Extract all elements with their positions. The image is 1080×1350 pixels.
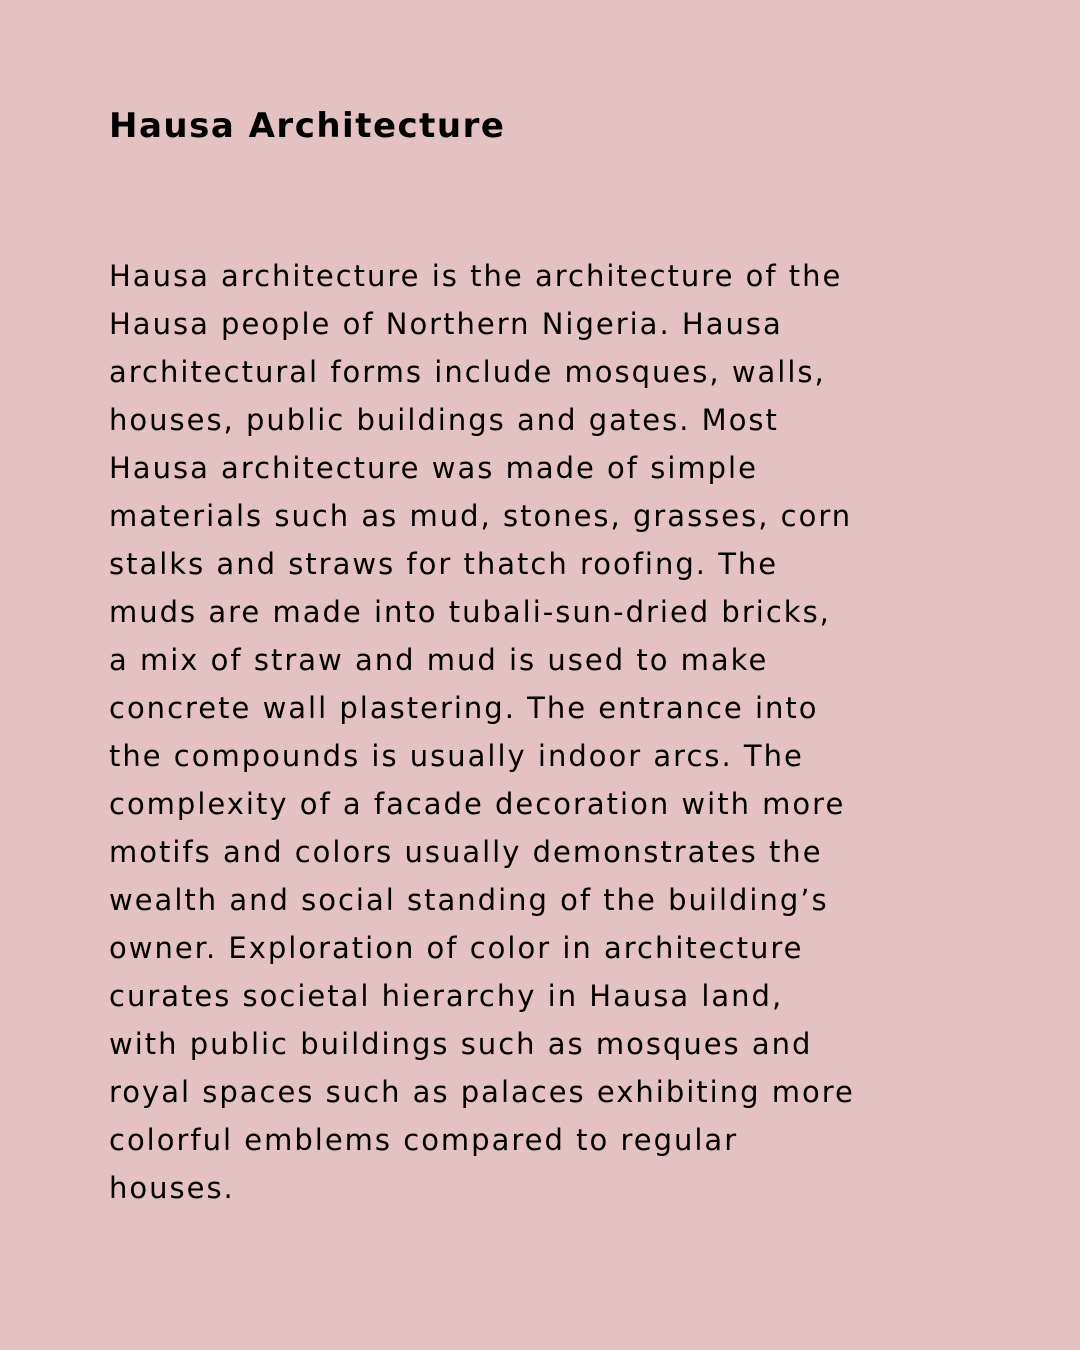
body-line: the compounds is usually indoor arcs. The bbox=[109, 739, 804, 773]
body-line: owner. Exploration of color in architecture bbox=[109, 931, 804, 965]
body-line: wealth and social standing of the building’s bbox=[109, 883, 829, 917]
body-line: a mix of straw and mud is used to make bbox=[109, 643, 769, 677]
body-line: materials such as mud, stones, grasses, corn bbox=[109, 499, 853, 533]
body-line: houses. bbox=[109, 1171, 235, 1205]
body-line: concrete wall plastering. The entrance into bbox=[109, 691, 819, 725]
body-line: houses, public buildings and gates. Most bbox=[109, 403, 779, 437]
body-line: royal spaces such as palaces exhibiting more bbox=[109, 1075, 855, 1109]
body-line: muds are made into tubali-sun-dried bricks, bbox=[109, 595, 831, 629]
body-line: motifs and colors usually demonstrates the bbox=[109, 835, 823, 869]
body-line: colorful emblems compared to regular bbox=[109, 1123, 739, 1157]
body-line: curates societal hierarchy in Hausa land, bbox=[109, 979, 784, 1013]
body-line: complexity of a facade decoration with more bbox=[109, 787, 846, 821]
body-line: Hausa people of Northern Nigeria. Hausa bbox=[109, 307, 783, 341]
body-paragraph bbox=[109, 252, 989, 1212]
body-line: Hausa architecture is the architecture of the bbox=[109, 259, 843, 293]
body-line: stalks and straws for thatch roofing. The bbox=[109, 547, 779, 581]
body-line: Hausa architecture was made of simple bbox=[109, 451, 758, 485]
page-title: Hausa Architecture bbox=[109, 106, 506, 146]
body-line: with public buildings such as mosques and bbox=[109, 1027, 813, 1061]
body-line: architectural forms include mosques, walls, bbox=[109, 355, 826, 389]
